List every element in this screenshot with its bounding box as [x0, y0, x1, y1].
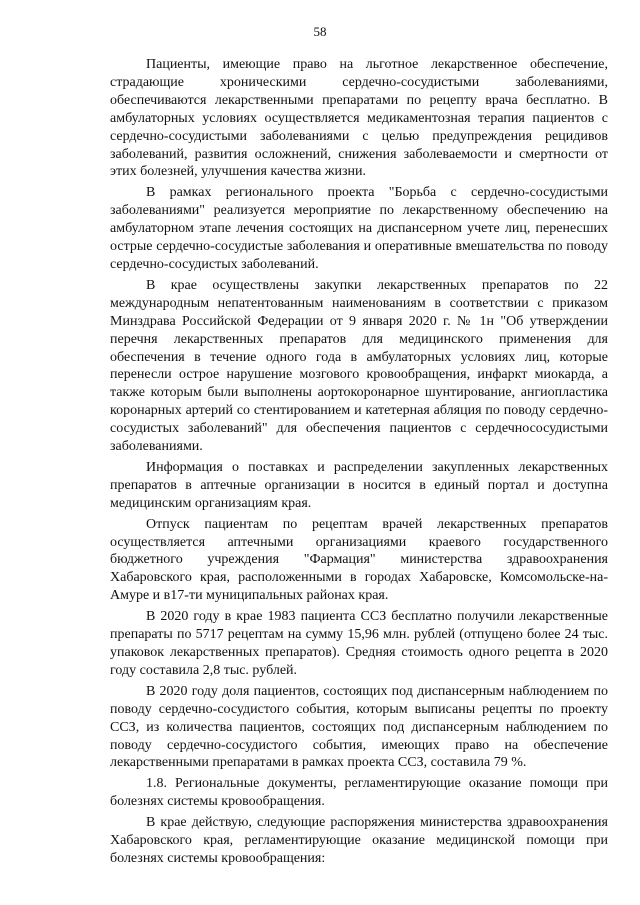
- paragraph-preferential-drug-provision: Пациенты, имеющие право на льготное лекарственное обеспечение, страдающие хроническими сердечно-сосудистыми заболеваниями, обеспечиваются лекарственными препаратами по рецепту врача бесплатно. В амбулаторных условиях осуществляется медикаментозная терапия пациентов с сердечно-сосудистыми заболеваниями с целью предупреждения рецидивов заболеваний, развития осложнений, снижения заболеваемости и смертности от этих болезней, улучшения качества жизни.: [110, 57, 608, 180]
- paragraph-regional-project: В рамках регионального проекта "Борьба с сердечно-сосудистыми заболеваниями" реализуется мероприятие по лекарственному обеспечению на амбулаторном этапе лечения состоящих на диспансерном учете лиц, перенесших острые сердечно-сосудистые заболевания и оперативные вмешательства по поводу сердечно-сосудистых заболеваний.: [110, 185, 608, 272]
- section-heading-1-8: 1.8. Региональные документы, регламентирующие оказание помощи при болезнях системы кровообращения.: [110, 776, 608, 810]
- paragraph-drug-procurement: В крае осуществлены закупки лекарственных препаратов по 22 международным непатентованным наименованиям в соответствии с приказом Минздрава Российской Федерации от 9 января 2020 г. № 1н "Об утверждении перечня лекарственных препаратов для медицинского применения для обеспечения в течение одного года в амбулаторных условиях лиц, которые перенесли острое нарушение мозгового кровообращения, инфаркт миокарда, а также которым были выполнены аортокоронарное шунтирование, ангиопластика коронарных артерий со стентированием и катетерная абляция по поводу сердечно-сосудистых заболеваний" для обеспечения пациентов с сердечнососудистыми заболеваниями.: [110, 277, 608, 455]
- paragraph-supply-information: Информация о поставках и распределении закупленных лекарственных препаратов в аптечные организации в носится в единый портал и доступна медицинским организациям края.: [110, 459, 608, 511]
- paragraph-2020-patient-share: В 2020 году доля пациентов, состоящих под диспансерным наблюдением по поводу сердечно-сосудистого события, которым выписаны рецепты по проекту ССЗ, из количества пациентов, состоящих под диспансерным наблюдением по поводу сердечно-сосудистого события, имеющих право на обеспечение лекарственными препаратами в рамках проекта ССЗ, составила 79 %.: [110, 683, 608, 771]
- paragraph-regional-orders: В крае действую, следующие распоряжения министерства здравоохранения Хабаровского края, регламентирующие оказание медицинской помощи при болезнях системы кровообращения:: [110, 815, 608, 866]
- document-body: [110, 56, 608, 871]
- paragraph-2020-statistics: В 2020 году в крае 1983 пациента ССЗ бесплатно получили лекарственные препараты по 5717 рецептам на сумму 15,96 млн. рублей (отпущено более 24 тыс. упаковок лекарственных препаратов). Средняя стоимость одного рецепта в 2020 году составила 2,8 тыс. рублей.: [110, 609, 608, 678]
- paragraph-prescription-dispensing: Отпуск пациентам по рецептам врачей лекарственных препаратов осуществляется аптечными организациями краевого государственного бюджетного учреждения "Фармация" министерства здравоохранения Хабаровского края, расположенными в городах Хабаровске, Комсомольске-на-Амуре и в17-ти муниципальных районах края.: [110, 516, 608, 604]
- page-number: 58: [313, 24, 327, 39]
